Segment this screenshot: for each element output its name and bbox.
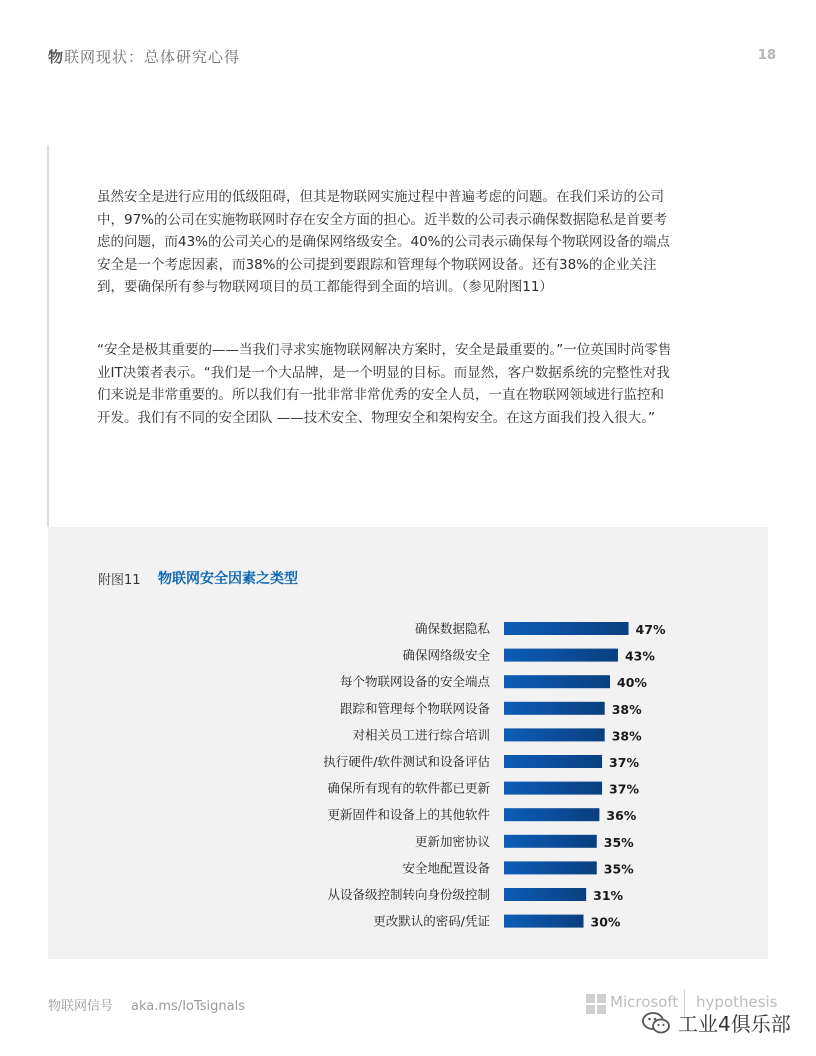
- bar: [504, 675, 610, 688]
- microsoft-brand: Microsoft: [610, 993, 679, 1011]
- microsoft-logo-icon: [586, 994, 606, 1014]
- value-label: 30%: [590, 914, 621, 930]
- category-label: 确保所有现有的软件都已更新: [327, 780, 490, 796]
- category-label: 更新固件和设备上的其他软件: [327, 807, 490, 823]
- category-label: 对相关员工进行综合培训: [352, 727, 490, 743]
- value-label: 43%: [624, 648, 655, 664]
- bar: [504, 861, 597, 874]
- footer-left: [48, 995, 245, 1014]
- value-label: 40%: [617, 675, 647, 691]
- bar: [504, 622, 629, 635]
- value-label: 47%: [635, 622, 666, 637]
- bar-chart: [48, 527, 768, 959]
- body-paragraph-1: 虽然安全是进行应用的低级阻碍，但其是物联网实施过程中普遍考虑的问题。在我们采访的公司中，97%的公司在实施物联网时存在安全方面的担心。近半数的公司表示确保数据隐私是首要考虑的问题，而43%的公司关心的是确保网络级安全。40%的公司表示确保每个物联网设备的端点安全是一个考虑因素，而38%的公司提到要跟踪和管理每个物联网设备。还有38%的企业关注到，要确保所有参与物联网项目的员工都能得到全面的培训。（参见附图11）: [97, 189, 671, 295]
- bar: [504, 808, 599, 821]
- body-paragraph-2: “安全是极其重要的——当我们寻求实施物联网解决方案时，安全是最重要的。”一位英国时尚零售业IT决策者表示。“我们是一个大品牌，是一个明显的目标。而显然，客户数据系统的完整性对我们来说是非常重要的。所以我们有一批非常非常优秀的安全人员，一直在物联网领域进行监控和开发。我们有不同的安全团队 ——技术安全、物理安全和架构安全。在这方面我们投入很大。”: [97, 342, 672, 426]
- page-number: 18: [757, 48, 776, 63]
- footer-url[interactable]: aka.ms/IoTsignals: [131, 999, 246, 1014]
- bar: [504, 728, 605, 741]
- category-label: 更新加密协议: [414, 833, 490, 849]
- wechat-icon: [641, 1010, 671, 1036]
- value-label: 38%: [611, 728, 642, 744]
- quote-divider-bar: [47, 145, 49, 527]
- category-label: 每个物联网设备的安全端点: [339, 674, 490, 690]
- figure-label: 附图11: [98, 573, 141, 588]
- category-label: 确保数据隐私: [414, 621, 490, 636]
- value-label: 35%: [603, 834, 634, 850]
- bar: [504, 649, 618, 662]
- figure-panel: [48, 527, 768, 959]
- chart-marks: [323, 621, 666, 930]
- category-label: 更改默认的密码/凭证: [373, 913, 490, 929]
- bar: [504, 755, 602, 768]
- bar: [504, 702, 605, 715]
- bar: [504, 782, 602, 795]
- bar: [504, 888, 586, 901]
- bar: [504, 915, 584, 928]
- bar: [504, 835, 597, 848]
- value-label: 37%: [609, 781, 639, 797]
- category-label: 执行硬件/软件测试和设备评估: [323, 754, 490, 769]
- footer-label: 物联网信号: [48, 999, 114, 1014]
- category-label: 安全地配置设备: [402, 860, 490, 876]
- category-label: 从设备级控制转向身份级控制: [327, 887, 490, 902]
- value-label: 37%: [609, 755, 639, 770]
- category-label: 跟踪和管理每个物联网设备: [339, 700, 490, 716]
- header-title: 物联网现状：总体研究心得: [48, 48, 241, 66]
- value-label: 35%: [603, 861, 634, 877]
- hypothesis-brand: hypothesis: [696, 993, 778, 1011]
- value-label: 31%: [593, 888, 624, 903]
- value-label: 36%: [606, 808, 637, 824]
- value-label: 38%: [611, 701, 642, 717]
- watermark-text: 工业4俱乐部: [678, 1012, 791, 1036]
- category-label: 确保网络级安全: [402, 647, 490, 663]
- figure-title: 物联网安全因素之类型: [158, 571, 298, 587]
